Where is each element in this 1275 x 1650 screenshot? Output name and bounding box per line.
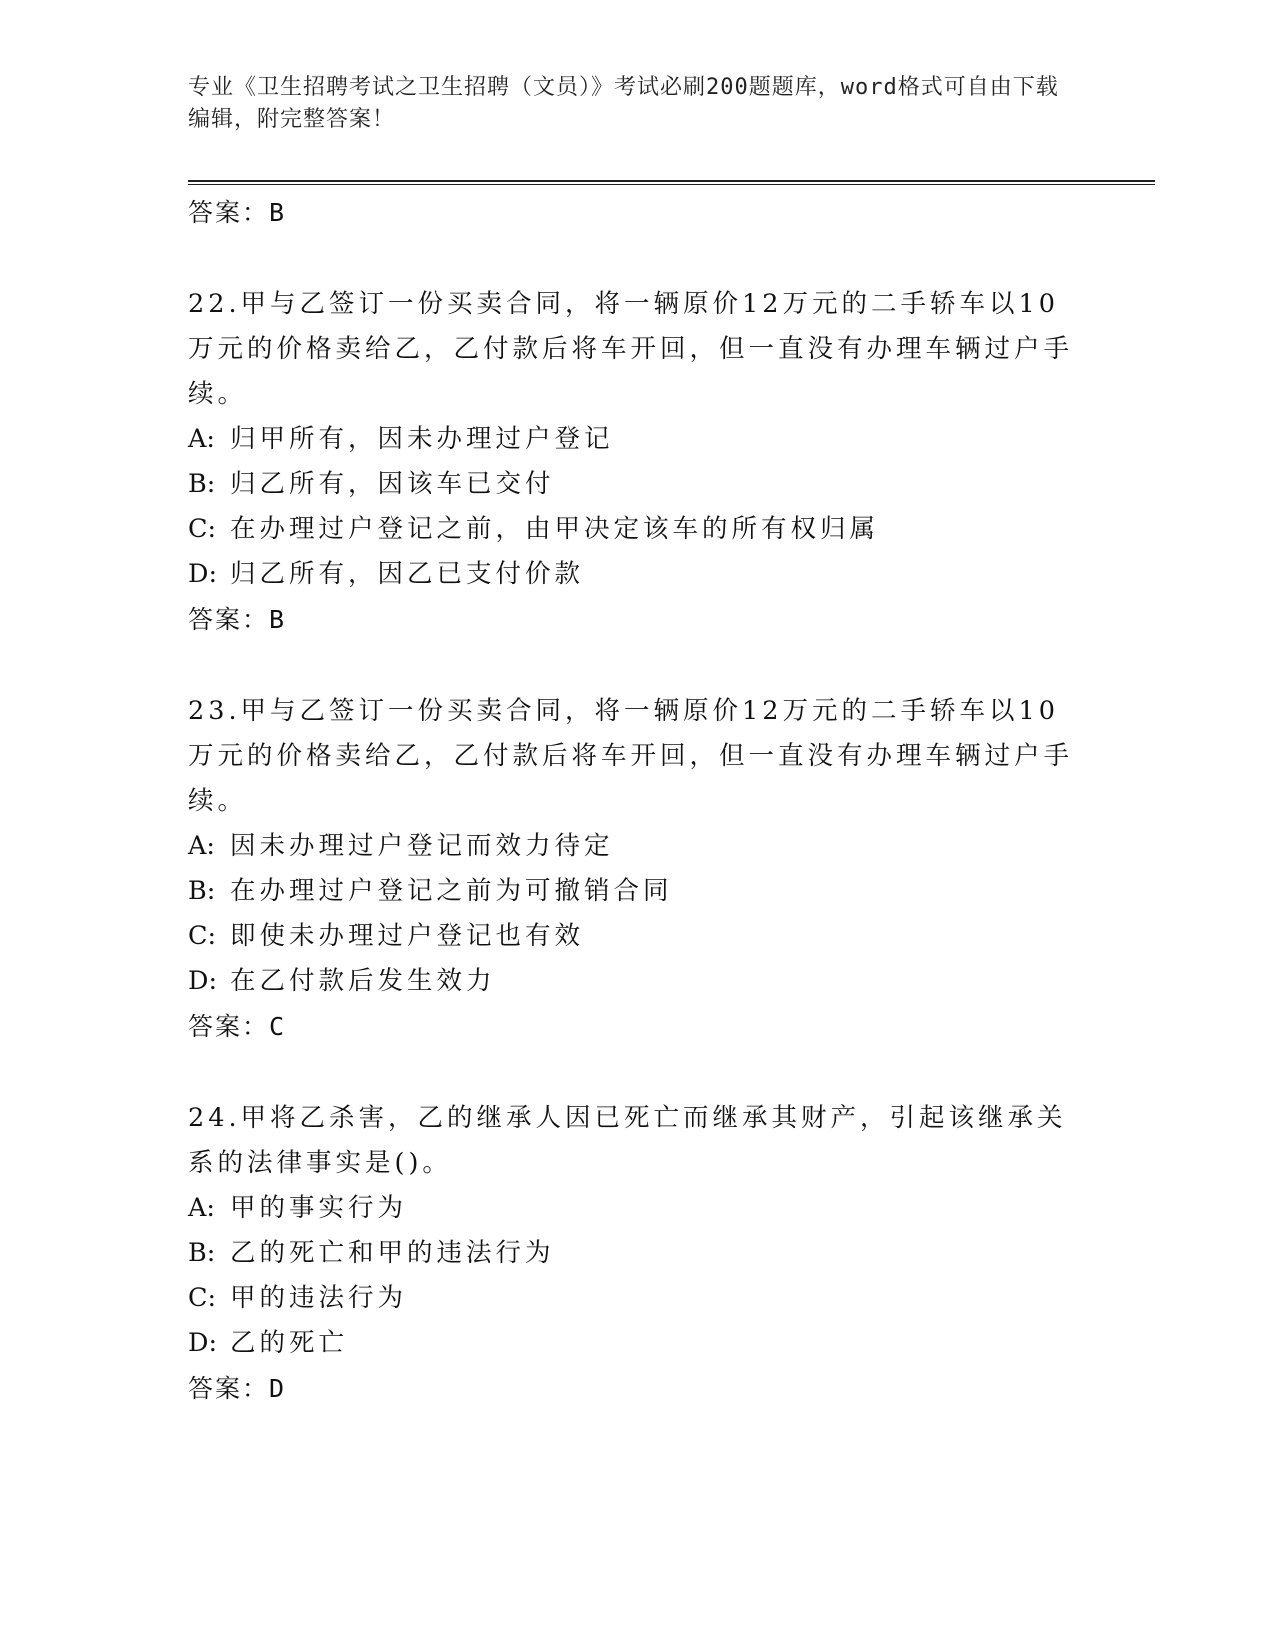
option-d (188, 552, 1088, 597)
spacer (188, 643, 1088, 689)
option-text: 归甲所有，因未办理过户登记 (230, 424, 614, 454)
answer-value: C (269, 1012, 287, 1041)
answer-line (188, 597, 1088, 643)
answer-prefix: 答案： (188, 605, 270, 634)
answer-value: B (269, 198, 287, 227)
option-label: A: (188, 1193, 216, 1223)
question-text: 23.甲与乙签订一份买卖合同，将一辆原价12万元的二手轿车以10万元的价格卖给乙，乙付款后将车开回，但一直没有办理车辆过户手续。 (188, 696, 1074, 816)
spacer (188, 1050, 1088, 1096)
question-text: 24.甲将乙杀害，乙的继承人因已死亡而继承其财产，引起该继承关系的法律事实是()。 (188, 1103, 1067, 1178)
option-label: A: (188, 424, 216, 454)
question-block (188, 689, 1088, 1050)
answer-prefix: 答案： (188, 198, 270, 227)
option-label: D: (188, 559, 218, 589)
answer-line (188, 190, 1088, 236)
option-label: C: (188, 1283, 217, 1313)
option-label: D: (188, 966, 218, 996)
option-c (188, 1276, 1088, 1321)
header-rule-thick (188, 180, 1155, 182)
answer-line (188, 1366, 1088, 1412)
option-text: 在办理过户登记之前，由甲决定该车的所有权归属 (230, 514, 880, 544)
question-block (188, 282, 1088, 643)
question-text: 22.甲与乙签订一份买卖合同，将一辆原价12万元的二手轿车以10万元的价格卖给乙，乙付款后将车开回，但一直没有办理车辆过户手续。 (188, 289, 1074, 409)
option-text: 乙的死亡 (230, 1328, 349, 1358)
option-label: B: (188, 876, 216, 906)
option-label: D: (188, 1328, 218, 1358)
option-text: 归乙所有，因该车已交付 (230, 469, 555, 499)
header-rule-thin (188, 184, 1155, 185)
option-text: 因未办理过户登记而效力待定 (230, 831, 614, 861)
option-d (188, 959, 1088, 1004)
answer-prefix: 答案： (188, 1374, 270, 1403)
spacer (188, 236, 1088, 282)
option-b (188, 462, 1088, 507)
answer-value: B (269, 605, 287, 634)
option-b (188, 1231, 1088, 1276)
option-text: 归乙所有，因乙已支付价款 (230, 559, 585, 589)
option-text: 即使未办理过户登记也有效 (230, 921, 585, 951)
answer-value: D (269, 1374, 287, 1403)
option-text: 在办理过户登记之前为可撤销合同 (230, 876, 673, 906)
answer-line (188, 1004, 1088, 1050)
option-label: C: (188, 514, 217, 544)
option-a (188, 417, 1088, 462)
option-c (188, 914, 1088, 959)
question-block (188, 1096, 1088, 1412)
option-text: 乙的死亡和甲的违法行为 (230, 1238, 555, 1268)
option-d (188, 1321, 1088, 1366)
option-b (188, 869, 1088, 914)
option-label: C: (188, 921, 217, 951)
content-body (188, 190, 1088, 1412)
option-c (188, 507, 1088, 552)
option-a (188, 824, 1088, 869)
option-label: A: (188, 831, 216, 861)
answer-prefix: 答案： (188, 1012, 270, 1041)
option-label: B: (188, 469, 216, 499)
document-header: 专业《卫生招聘考试之卫生招聘（文员）》考试必刷200题题库，word格式可自由下载编辑，附完整答案！ (188, 75, 1059, 132)
option-text: 甲的事实行为 (230, 1193, 408, 1223)
option-text: 在乙付款后发生效力 (230, 966, 496, 996)
option-label: B: (188, 1238, 216, 1268)
option-text: 甲的违法行为 (230, 1283, 408, 1313)
option-a (188, 1186, 1088, 1231)
